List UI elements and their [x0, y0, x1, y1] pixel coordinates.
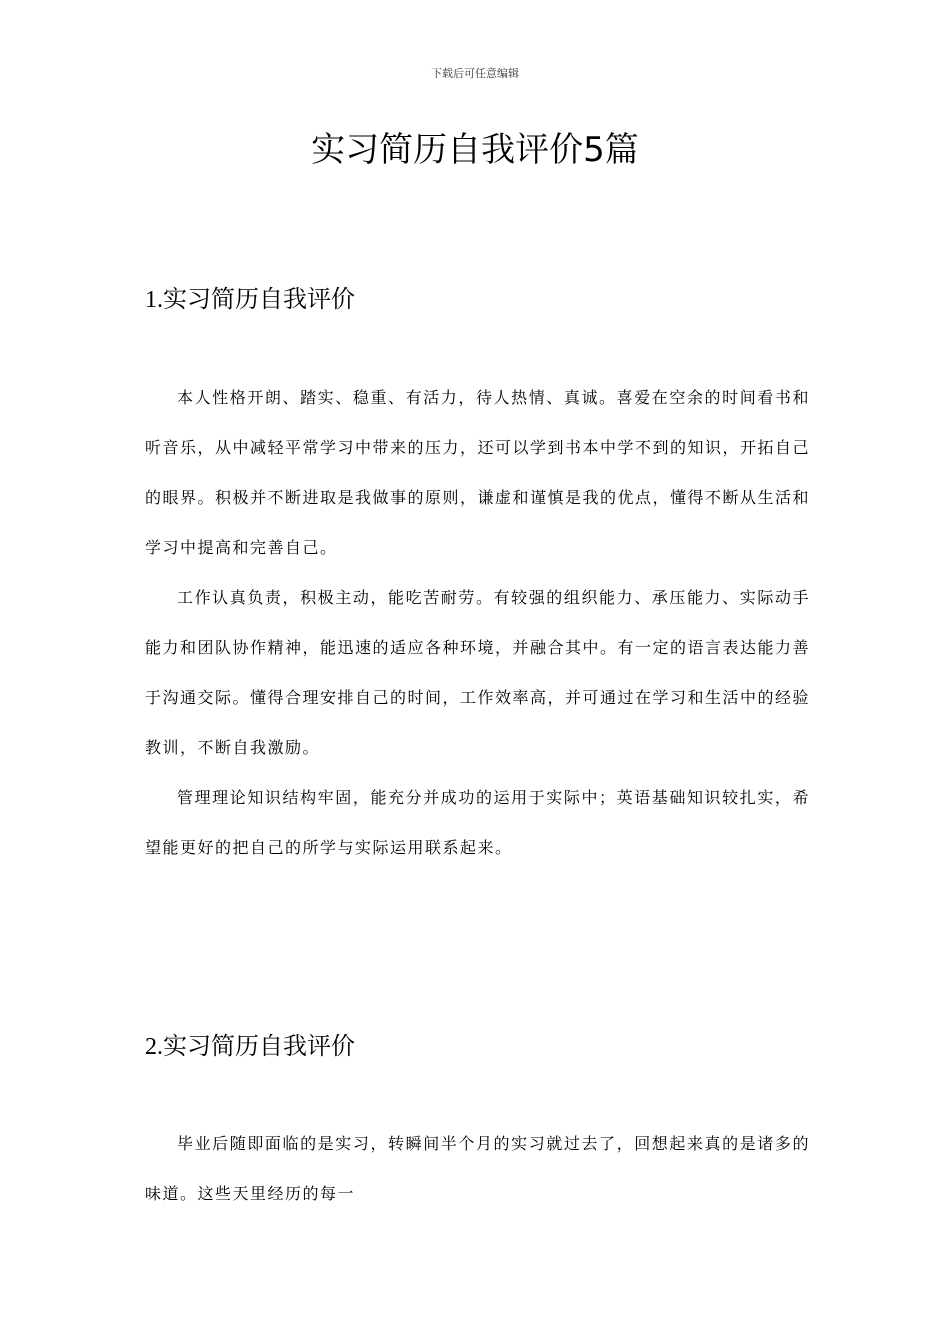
paragraph: 工作认真负责，积极主动，能吃苦耐劳。有较强的组织能力、承压能力、实际动手能力和团队协作精神，能迅速的适应各种环境，并融合其中。有一定的语言表达能力善于沟通交际。懂得合理安排自己的时间，工作效率高，并可通过在学习和生活中的经验教训，不断自我激励。	[145, 590, 811, 757]
section-body-2	[145, 1120, 810, 1220]
section-heading-1: 1.实习简历自我评价	[145, 287, 355, 313]
header-note: 下载后可任意编辑	[431, 67, 519, 80]
document-title: 实习简历自我评价5篇	[311, 130, 639, 170]
section-body-1	[145, 374, 810, 874]
paragraph: 管理理论知识结构牢固，能充分并成功的运用于实际中；英语基础知识较扎实，希望能更好的把自己的所学与实际运用联系起来。	[145, 790, 810, 857]
paragraph: 本人性格开朗、踏实、稳重、有活力，待人热情、真诚。喜爱在空余的时间看书和听音乐，从中减轻平常学习中带来的压力，还可以学到书本中学不到的知识，开拓自己的眼界。积极并不断进取是我做事的原则，谦虚和谨慎是我的优点，懂得不断从生活和学习中提高和完善自己。	[145, 390, 811, 557]
section-heading-2: 2.实习简历自我评价	[145, 1034, 355, 1060]
paragraph: 毕业后随即面临的是实习，转瞬间半个月的实习就过去了，回想起来真的是诸多的味道。这些天里经历的每一	[145, 1136, 810, 1203]
